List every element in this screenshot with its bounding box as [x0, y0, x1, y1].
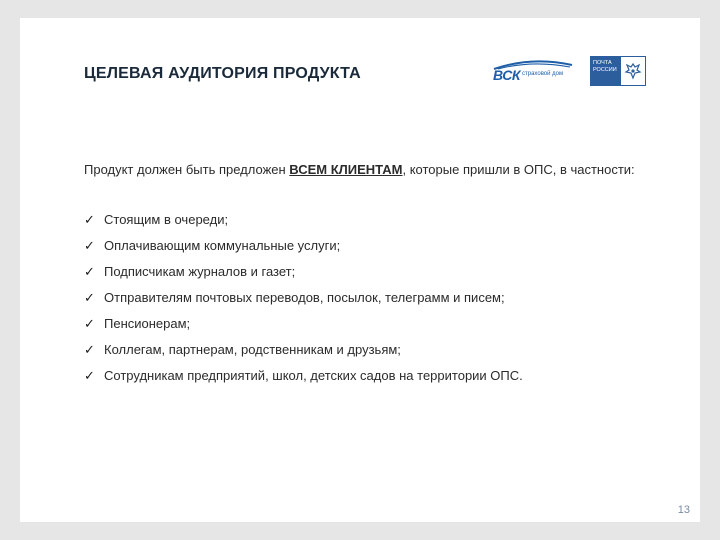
list-item [84, 211, 523, 237]
list-item [84, 367, 523, 393]
slide [20, 18, 700, 522]
list-item-text: Подписчикам журналов и газет; [104, 264, 296, 279]
pochta-logo-line1: ПОЧТА [593, 60, 612, 66]
pochta-logo [590, 56, 646, 86]
eagle-emblem-icon [621, 57, 645, 85]
list-item-text: Коллегам, партнерам, родственникам и друзьям; [104, 342, 401, 357]
vsk-logo [492, 58, 574, 84]
intro-text-start: Продукт должен быть предложен [84, 162, 290, 177]
checkmark-icon: ✓ [84, 212, 95, 227]
audience-list [84, 211, 523, 393]
slide-title: ЦЕЛЕВАЯ АУДИТОРИЯ ПРОДУКТА [84, 65, 361, 82]
vsk-logo-name: ВСК [493, 67, 520, 83]
pochta-logo-text [591, 57, 621, 85]
list-item [84, 237, 523, 263]
list-item [84, 289, 523, 315]
list-item-text: Стоящим в очереди; [104, 212, 229, 227]
checkmark-icon: ✓ [84, 264, 95, 279]
checkmark-icon: ✓ [84, 368, 95, 383]
checkmark-icon: ✓ [84, 316, 95, 331]
page-number: 13 [677, 504, 690, 516]
checkmark-icon: ✓ [84, 290, 95, 305]
intro-text-end: , которые пришли в ОПС, в частности: [402, 162, 635, 177]
checkmark-icon: ✓ [84, 238, 95, 253]
list-item [84, 341, 523, 367]
list-item-text: Оплачивающим коммунальные услуги; [104, 238, 341, 253]
intro-emphasis: ВСЕМ КЛИЕНТАМ [289, 162, 403, 177]
pochta-logo-line2: РОССИИ [593, 67, 617, 73]
list-item-text: Отправителям почтовых переводов, посылок, телеграмм и писем; [104, 290, 505, 305]
list-item-text: Пенсионерам; [104, 316, 191, 331]
list-item [84, 315, 523, 341]
logos [492, 56, 646, 86]
list-item [84, 263, 523, 289]
vsk-logo-tagline: страховой дом [522, 71, 564, 77]
intro-paragraph [84, 161, 644, 178]
list-item-text: Сотрудникам предприятий, школ, детских садов на территории ОПС. [104, 368, 523, 383]
checkmark-icon: ✓ [84, 342, 95, 357]
